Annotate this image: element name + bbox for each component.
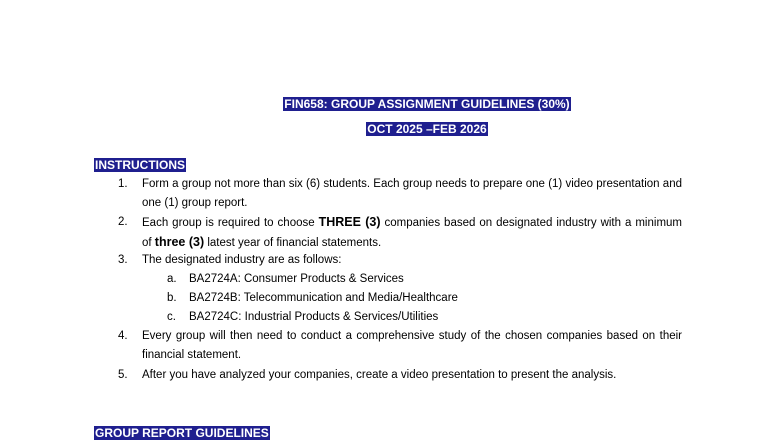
- item-2-bold-companies: THREE (3): [318, 215, 381, 229]
- group-report-heading: GROUP REPORT GUIDELINES: [95, 426, 269, 440]
- instructions-heading: INSTRUCTIONS: [95, 158, 185, 172]
- subitem-a-letter: a.: [167, 273, 177, 285]
- title-line-1-container: [0, 95, 784, 113]
- subitem-a-text: BA2724A: Consumer Products & Services: [189, 273, 404, 285]
- item-5-text: After you have analyzed your companies, create a video presentation to present the analysis.: [142, 369, 617, 381]
- item-3-number: 3.: [118, 254, 128, 266]
- item-3-text: The designated industry are as follows:: [142, 254, 342, 266]
- item-2-number: 2.: [118, 216, 128, 228]
- item-4-text: Every group will then need to conduct a comprehensive study of the chosen companies based on their financial statement.: [142, 330, 682, 361]
- item-2-text: [142, 213, 682, 253]
- report-heading-container: [94, 424, 270, 442]
- subitem-b-letter: b.: [167, 292, 177, 304]
- instructions-heading-container: [94, 156, 186, 174]
- subitem-c-text: BA2724C: Industrial Products & Services/Utilities: [189, 311, 439, 323]
- item-2-bold-years: three (3): [154, 235, 205, 249]
- title-line-2-container: [0, 120, 784, 138]
- item-2-post: latest year of financial statements.: [204, 237, 382, 249]
- document-period: OCT 2025 –FEB 2026: [367, 122, 487, 136]
- subitem-c-letter: c.: [167, 311, 176, 323]
- item-4-number: 4.: [118, 330, 128, 342]
- item-2-mid: companies based on designated industry with a minimum of: [142, 217, 682, 249]
- item-1-number: 1.: [118, 178, 128, 190]
- subitem-b-text: BA2724B: Telecommunication and Media/Healthcare: [189, 292, 458, 304]
- item-1-text: Form a group not more than six (6) students. Each group needs to prepare one (1) video presentation and one (1) group report.: [142, 178, 682, 209]
- item-5-number: 5.: [118, 369, 128, 381]
- item-2-pre: Each group is required to choose: [142, 217, 319, 229]
- document-title: FIN658: GROUP ASSIGNMENT GUIDELINES (30%): [284, 97, 570, 111]
